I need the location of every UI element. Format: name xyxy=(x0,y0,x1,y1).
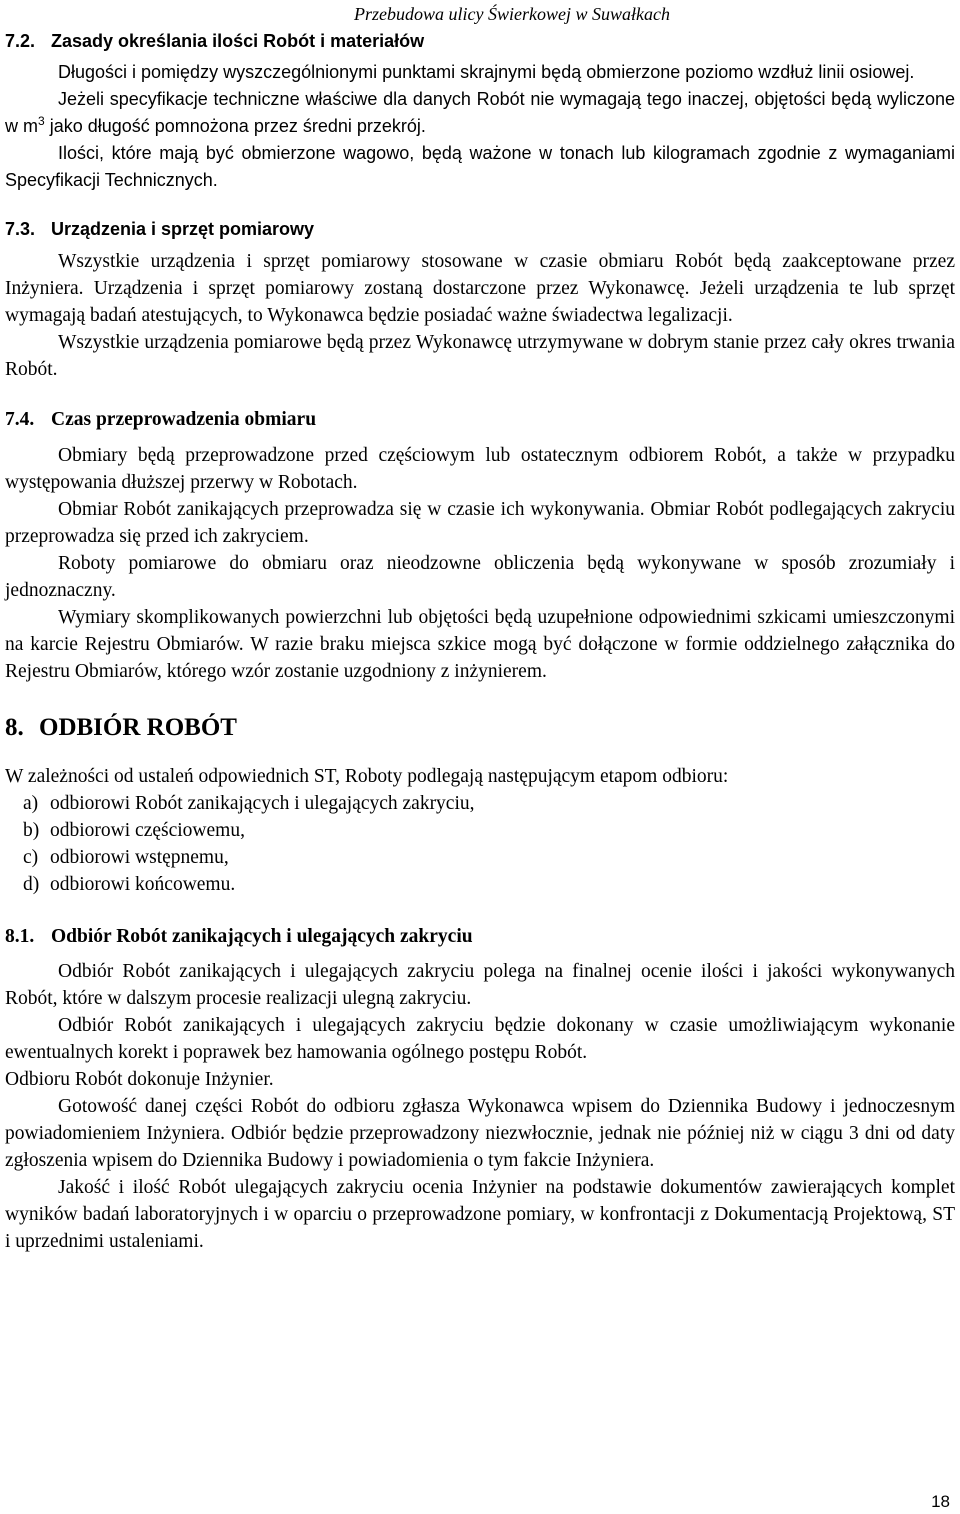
list-marker: c) xyxy=(23,847,39,868)
list-item xyxy=(23,790,955,817)
list-item-text: odbiorowi końcowemu. xyxy=(50,874,236,895)
section-8-1-heading xyxy=(5,924,955,950)
acceptance-stages-list xyxy=(5,790,955,898)
paragraph xyxy=(5,86,955,140)
section-number: 8.1. xyxy=(5,926,35,947)
paragraph: Długości i pomiędzy wyszczególnionymi punktami skrajnymi będą obmierzone poziomo wzdłuż linii osiowej. xyxy=(58,62,915,82)
paragraph: Wymiary skomplikowanych powierzchni lub objętości będą uzupełnione odpowiednimi szkicami umieszczonymi na karcie Rejestru Obmiarów. W razie braku miejsca szkice mogą być dołączone w formie oddzielnego załącznika do Rejestru Obmiarów, którego wzór zostanie uzgodniony z inżynierem. xyxy=(5,607,955,682)
list-item-text: odbiorowi Robót zanikających i ulegających zakryciu, xyxy=(50,793,475,814)
section-number: 8. xyxy=(5,714,24,741)
paragraph: Wszystkie urządzenia i sprzęt pomiarowy stosowane w czasie obmiaru Robót będą zaakceptowane przez Inżyniera. Urządzenia i sprzęt pomiarowy zostaną dostarczone przez Wykonawcę. Jeżeli urządzenia te lub sprzęt wymagają badań atestujących, to Wykonawca będzie posiadać ważne świadectwa legalizacji. xyxy=(5,251,955,326)
list-marker: d) xyxy=(23,874,40,895)
paragraph: Odbiór Robót zanikających i ulegających zakryciu będzie dokonany w czasie umożliwiającym wykonanie ewentualnych korekt i poprawek bez hamowania ogólnego postępu Robót. xyxy=(5,1015,955,1063)
paragraph: Odbiór Robót zanikających i ulegających zakryciu polega na finalnej ocenie ilości i jakości wykonywanych Robót, które w dalszym procesie realizacji ulegną zakryciu. xyxy=(5,961,955,1009)
list-item-text: odbiorowi wstępnemu, xyxy=(50,847,229,868)
paragraph: Ilości, które mają być obmierzone wagowo, będą ważone w tonach lub kilogramach zgodnie z wymaganiami Specyfikacji Technicznych. xyxy=(5,143,955,190)
page-number: 18 xyxy=(931,1492,950,1511)
section-title: Urządzenia i sprzęt pomiarowy xyxy=(51,219,315,239)
list-item xyxy=(23,844,955,871)
section-number: 7.3. xyxy=(5,219,36,239)
list-item xyxy=(23,871,955,898)
running-header: Przebudowa ulicy Świerkowej w Suwałkach xyxy=(354,4,670,24)
section-number: 7.4. xyxy=(5,409,35,430)
paragraph: Odbioru Robót dokonuje Inżynier. xyxy=(5,1069,274,1090)
paragraph: Roboty pomiarowe do obmiaru oraz nieodzowne obliczenia będą wykonywane w sposób zrozumiały i jednoznaczny. xyxy=(5,553,955,601)
section-title: Zasady określania ilości Robót i materiałów xyxy=(51,31,425,51)
paragraph: Gotowość danej części Robót do odbioru zgłasza Wykonawca wpisem do Dziennika Budowy i jednoczesnym powiadomieniem Inżyniera. Odbiór będzie przeprowadzony niezwłocznie, jednak nie później niż w ciągu 3 dni od daty zgłoszenia wpisem do Dziennika Budowy i powiadomienia o tym fakcie Inżyniera. xyxy=(5,1096,955,1171)
list-item-text: odbiorowi częściowemu, xyxy=(50,820,245,841)
section-title: ODBIÓR ROBÓT xyxy=(39,714,237,741)
superscript: 3 xyxy=(38,114,45,128)
list-marker: a) xyxy=(23,793,39,814)
paragraph-text: Jeżeli specyfikacje techniczne właściwe dla danych Robót nie wymagają tego inaczej, objętości będą wyliczone w m xyxy=(5,89,955,136)
paragraph: Obmiar Robót zanikających przeprowadza się w czasie ich wykonywania. Obmiar Robót podlegających zakryciu przeprowadza się przed ich zakryciem. xyxy=(5,499,955,547)
list-marker: b) xyxy=(23,820,40,841)
paragraph: W zależności od ustaleń odpowiednich ST, Roboty podlegają następującym etapom odbioru: xyxy=(5,766,729,787)
section-number: 7.2. xyxy=(5,31,36,51)
list-item xyxy=(23,817,955,844)
section-title: Odbiór Robót zanikających i ulegających zakryciu xyxy=(51,926,473,947)
paragraph: Jakość i ilość Robót ulegających zakryciu ocenia Inżynier na podstawie dokumentów zawierających komplet wyników badań laboratoryjnych i w oparciu o przeprowadzone pomiary, w konfrontacji z Dokumentacją Projektową, ST i uprzednimi ustaleniami. xyxy=(5,1177,955,1252)
section-8-heading xyxy=(5,713,955,743)
section-7-3-heading xyxy=(5,218,955,240)
section-title: Czas przeprowadzenia obmiaru xyxy=(51,409,317,430)
section-7-4-heading xyxy=(5,407,955,433)
paragraph: Wszystkie urządzenia pomiarowe będą przez Wykonawcę utrzymywane w dobrym stanie przez cały okres trwania Robót. xyxy=(5,332,955,380)
paragraph-text: jako długość pomnożona przez średni przekrój. xyxy=(44,116,426,136)
paragraph: Obmiary będą przeprowadzone przed częściowym lub ostatecznym odbiorem Robót, a także w przypadku występowania dłuższej przerwy w Robotach. xyxy=(5,445,955,493)
document-page xyxy=(5,30,955,1255)
section-7-2-heading xyxy=(5,30,955,52)
